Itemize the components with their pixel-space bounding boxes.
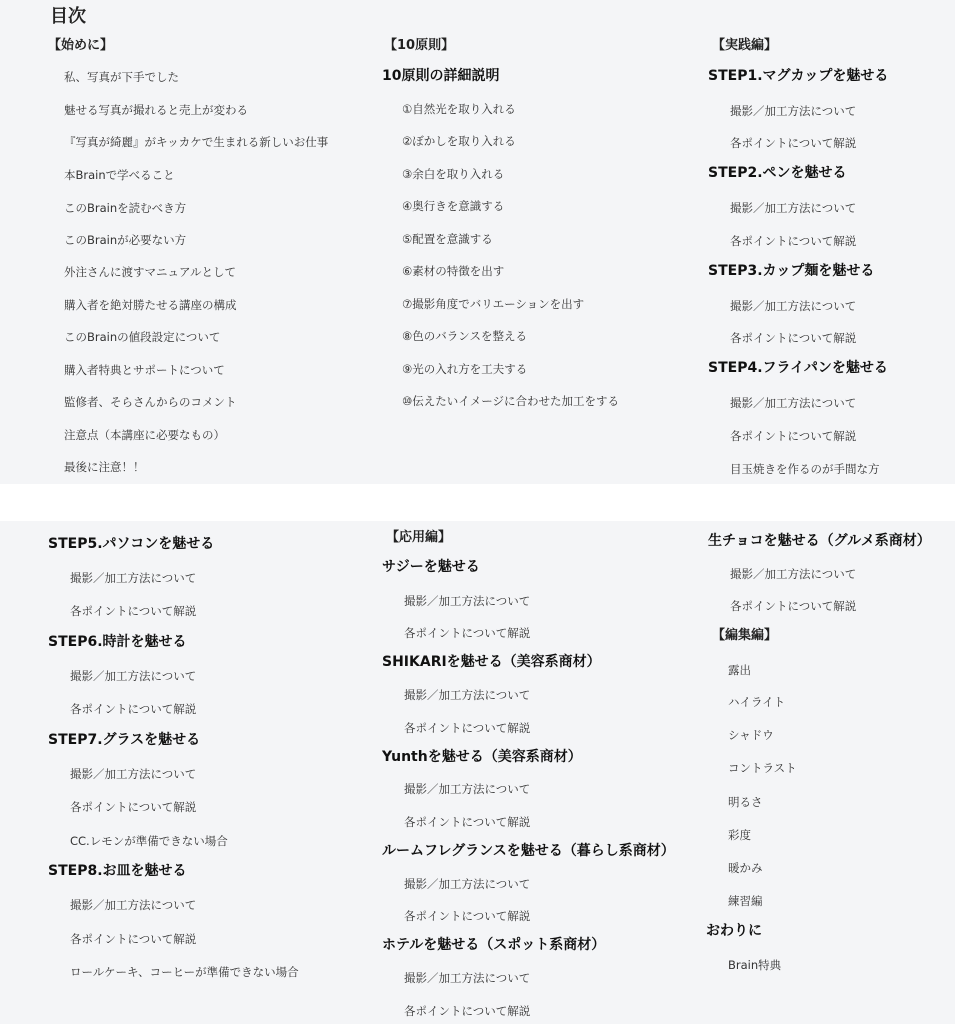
toc-link[interactable]: 注意点（本講座に必要なもの） [64,428,225,442]
toc-link[interactable]: 撮影／加工方法について [730,396,857,410]
toc-heading[interactable]: ルームフレグランスを魅せる（暮らし系商材） [382,843,675,859]
toc-link[interactable]: 『写真が綺麗』がキッカケで生まれる新しいお仕事 [64,135,329,149]
toc-link[interactable]: コントラスト [728,761,797,775]
toc-heading[interactable]: Yunthを魅せる（美容系商材） [382,749,582,765]
toc-link[interactable]: 外注さんに渡すマニュアルとして [64,265,237,279]
toc-link[interactable]: 各ポイントについて解説 [404,909,531,923]
toc-link[interactable]: 撮影／加工方法について [730,104,857,118]
toc-link[interactable]: ロールケーキ、コーヒーが準備できない場合 [70,965,299,979]
page-title: 目次 [50,6,86,27]
toc-heading[interactable]: STEP8.お皿を魅せる [48,863,187,879]
toc-link[interactable]: Brain特典 [728,958,782,972]
toc-link[interactable]: 各ポイントについて解説 [70,800,197,814]
toc-link[interactable]: このBrainが必要ない方 [64,233,187,247]
toc-link[interactable]: 撮影／加工方法について [70,898,197,912]
toc-link[interactable]: シャドウ [728,728,774,742]
toc-link[interactable]: 各ポイントについて解説 [404,721,531,735]
toc-link[interactable]: このBrainを読むべき方 [64,201,187,215]
toc-link[interactable]: 各ポイントについて解説 [730,234,857,248]
toc-link[interactable]: 購入者を絶対勝たせる講座の構成 [64,298,237,312]
toc-heading[interactable]: SHIKARIを魅せる（美容系商材） [382,654,601,670]
toc-heading[interactable]: 生チョコを魅せる（グルメ系商材） [708,533,931,549]
toc-heading[interactable]: STEP2.ペンを魅せる [708,165,847,181]
toc-bottom-panel [0,521,955,1024]
toc-link[interactable]: 暖かみ [728,861,763,875]
toc-link[interactable]: CC.レモンが準備できない場合 [70,834,228,848]
toc-link[interactable]: このBrainの値段設定について [64,330,221,344]
section-header-practice: 【実践編】 [712,38,778,53]
toc-link[interactable]: 各ポイントについて解説 [70,702,197,716]
toc-link[interactable]: ③余白を取り入れる [402,167,505,181]
toc-heading[interactable]: STEP6.時計を魅せる [48,634,187,650]
toc-link[interactable]: 各ポイントについて解説 [730,599,857,613]
toc-link[interactable]: 目玉焼きを作るのが手間な方 [730,462,880,476]
toc-heading[interactable]: ホテルを魅せる（スポット系商材） [382,937,606,953]
toc-link[interactable]: ②ぼかしを取り入れる [402,134,516,148]
toc-link[interactable]: 魅せる写真が撮れると売上が変わる [64,103,248,117]
toc-link[interactable]: 撮影／加工方法について [70,571,197,585]
toc-link[interactable]: 撮影／加工方法について [730,567,857,581]
toc-link[interactable]: ①自然光を取り入れる [402,102,516,116]
toc-link[interactable]: ⑨光の入れ方を工夫する [402,362,528,376]
section-header-applied: 【応用編】 [386,530,452,545]
toc-link[interactable]: 撮影／加工方法について [404,877,531,891]
section-header-edit: 【編集編】 [712,628,778,643]
toc-link[interactable]: 撮影／加工方法について [404,688,531,702]
toc-heading[interactable]: STEP5.パソコンを魅せる [48,536,215,552]
toc-top-panel [0,0,955,484]
toc-link[interactable]: 練習編 [728,894,763,908]
toc-heading[interactable]: STEP1.マグカップを魅せる [708,68,889,84]
toc-link[interactable]: 各ポイントについて解説 [404,626,531,640]
toc-link[interactable]: ⑧色のバランスを整える [402,329,527,343]
toc-heading[interactable]: STEP4.フライパンを魅せる [708,360,888,376]
toc-link[interactable]: 撮影／加工方法について [404,971,531,985]
toc-link[interactable]: 各ポイントについて解説 [404,1004,531,1018]
toc-link[interactable]: 撮影／加工方法について [70,767,197,781]
toc-link[interactable]: 各ポイントについて解説 [70,932,197,946]
toc-link[interactable]: 明るさ [728,795,763,809]
toc-heading[interactable]: サジーを魅せる [382,559,480,575]
toc-heading[interactable]: STEP7.グラスを魅せる [48,732,201,748]
toc-link[interactable]: ⑦撮影角度でバリエーションを出す [402,297,585,311]
toc-link[interactable]: 撮影／加工方法について [730,299,857,313]
toc-link[interactable]: 撮影／加工方法について [730,201,857,215]
section-header-principles: 【10原則】 [384,38,455,53]
toc-link[interactable]: ⑤配置を意識する [402,232,493,246]
toc-link[interactable]: 各ポイントについて解説 [404,815,531,829]
toc-link[interactable]: 撮影／加工方法について [404,594,531,608]
toc-link[interactable]: 監修者、そらさんからのコメント [64,395,237,409]
toc-link[interactable]: 各ポイントについて解説 [730,429,857,443]
toc-link[interactable]: ハイライト [728,695,786,709]
toc-link[interactable]: 露出 [728,663,751,677]
toc-link[interactable]: 各ポイントについて解説 [70,604,197,618]
section-header-intro: 【始めに】 [48,38,114,53]
toc-link[interactable]: ④奥行きを意識する [402,199,505,213]
toc-heading[interactable]: STEP3.カップ麺を魅せる [708,263,875,279]
toc-link[interactable]: 各ポイントについて解説 [730,136,857,150]
toc-heading[interactable]: 10原則の詳細説明 [382,68,500,84]
toc-link[interactable]: 購入者特典とサポートについて [64,363,225,377]
toc-link[interactable]: ⑥素材の特徴を出す [402,264,505,278]
toc-link[interactable]: 本Brainで学べること [64,168,175,182]
toc-link[interactable]: 彩度 [728,828,751,842]
toc-heading[interactable]: おわりに [706,923,762,939]
toc-link[interactable]: 各ポイントについて解説 [730,331,857,345]
toc-link[interactable]: 私、写真が下手でした [64,70,179,84]
toc-link[interactable]: 撮影／加工方法について [404,782,531,796]
toc-link[interactable]: 撮影／加工方法について [70,669,197,683]
toc-link[interactable]: ⑩伝えたいイメージに合わせた加工をする [402,394,619,408]
toc-link[interactable]: 最後に注意！！ [64,460,145,474]
